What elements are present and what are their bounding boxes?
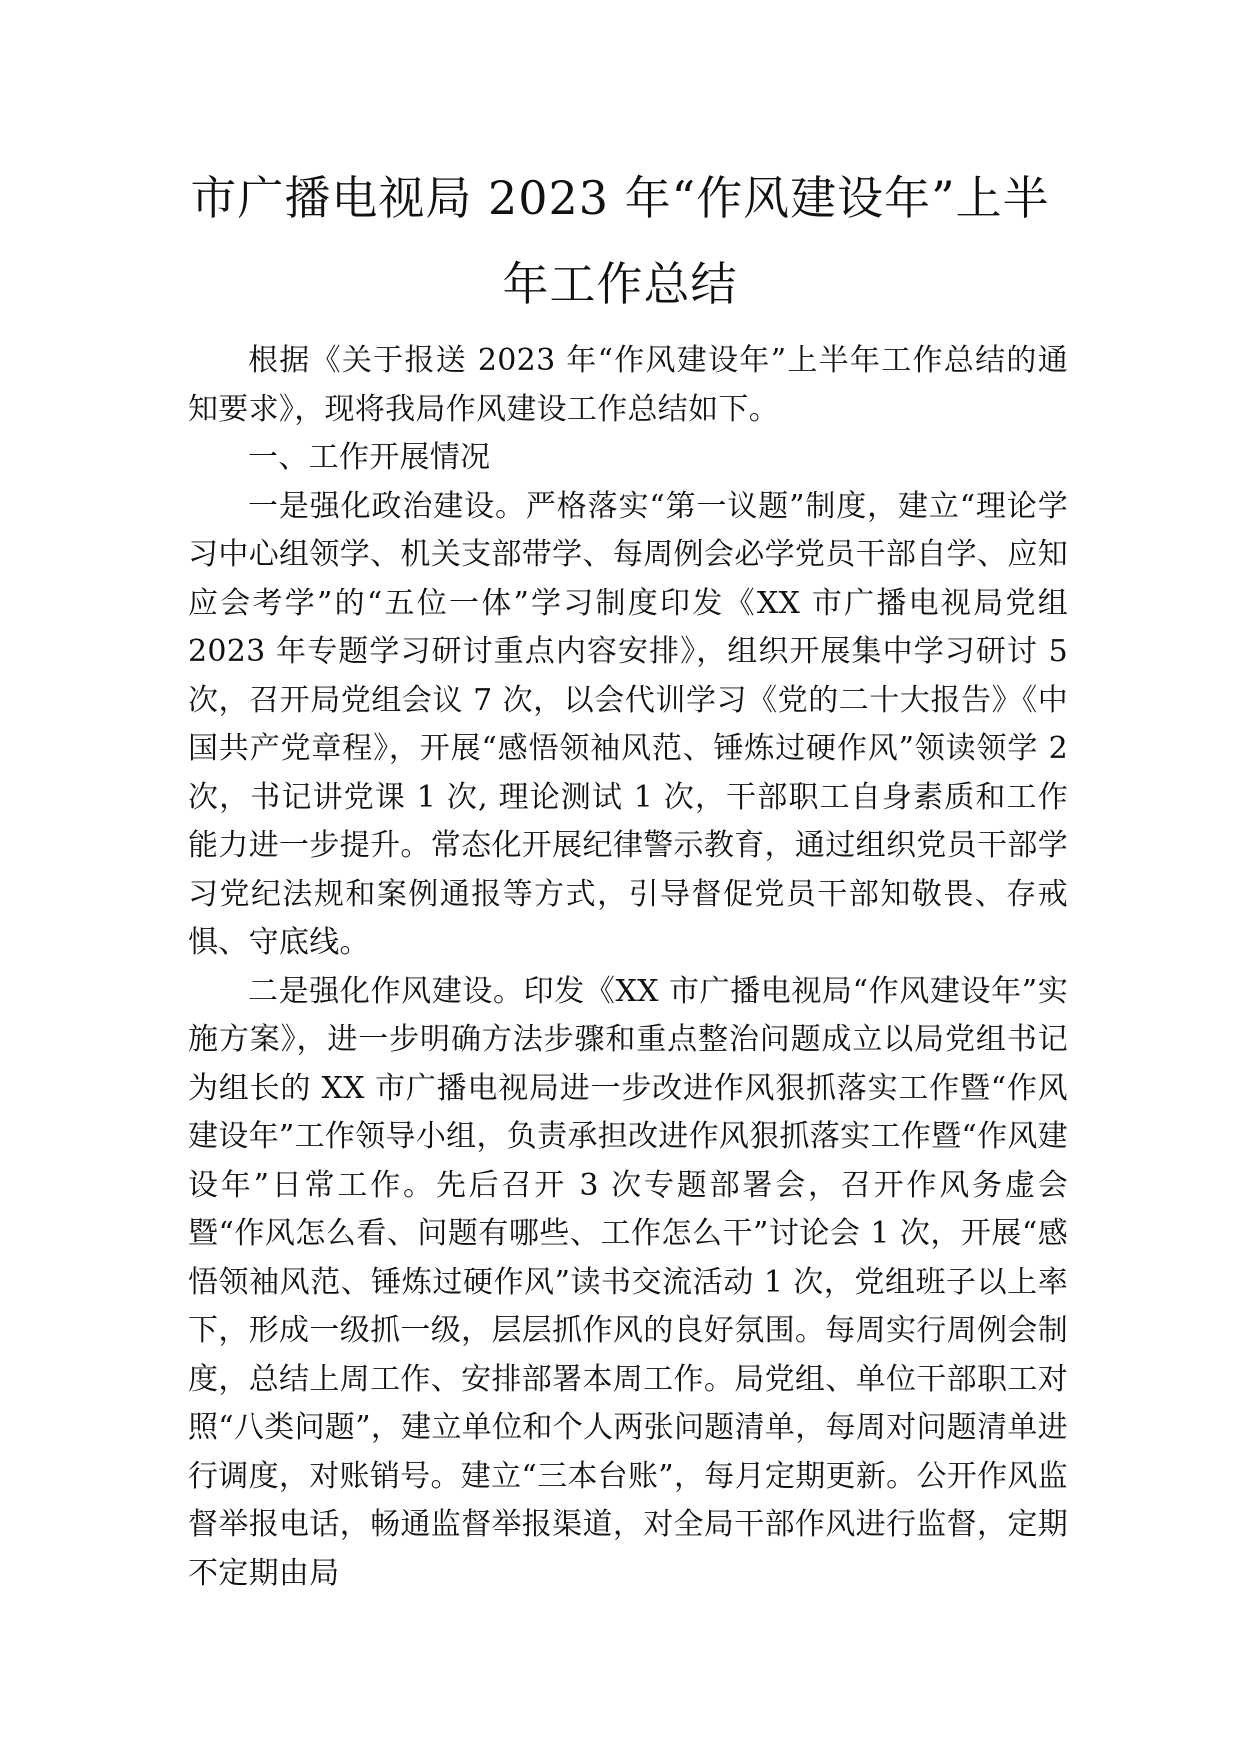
intro-paragraph: 根据《关于报送 2023 年“作风建设年”上半年工作总结的通知要求》，现将我局作风建设工作总结如下。 bbox=[188, 343, 1068, 427]
body-paragraph: 二是强化作风建设。印发《XX 市广播电视局“作风建设年”实施方案》，进一步明确方法步骤和重点整治问题成立以局党组书记为组长的 XX 市广播电视局进一步改进作风狠抓落实工作暨“作风建设年”工作领导小组，负责承担改进作风狠抓落实工作暨“作风建设年”日常工作。先后召开 3 次专题部署会，召开作风务虚会暨“作风怎么看、问题有哪些、工作怎么干”讨论会 1 次，开展“感悟领袖风范、锤炼过硬作风”读书交流活动 1 次，党组班子以上率下，形成一级抓一级，层层抓作风的良好氛围。每周实行周例会制度，总结上周工作、安排部署本周工作。局党组、单位干部职工对照“八类问题”，建立单位和个人两张问题清单，每周对问题清单进行调度，对账销号。建立“三本台账”，每月定期更新。公开作风监督举报电话，畅通监督举报渠道，对全局干部作风进行监督，定期不定期由局 bbox=[188, 973, 1068, 1591]
section-heading: 一、工作开展情况 bbox=[248, 440, 491, 475]
document-body bbox=[188, 337, 1068, 1598]
body-paragraph: 一是强化政治建设。严格落实“第一议题”制度，建立“理论学习中心组领学、机关支部带学、每周例会必学党员干部自学、应知应会考学”的“五位一体”学习制度印发《XX 市广播电视局党组 2023 年专题学习研讨重点内容安排》，组织开展集中学习研讨 5 次，召开局党组会议 7 次，以会代训学习《党的二十大报告》《中国共产党章程》，开展“感悟领袖风范、锤炼过硬作风”领读领学 2 次，书记讲党课 1 次, 理论测试 1 次，干部职工自身素质和工作能力进一步提升。常态化开展纪律警示教育，通过组织党员干部学习党纪法规和案例通报等方式，引导督促党员干部知敬畏、存戒惧、守底线。 bbox=[188, 488, 1068, 960]
document-title-line-1: 市广播电视局 2023 年“作风建设年”上半 bbox=[190, 171, 1050, 225]
document-title-line-2: 年工作总结 bbox=[502, 257, 738, 311]
